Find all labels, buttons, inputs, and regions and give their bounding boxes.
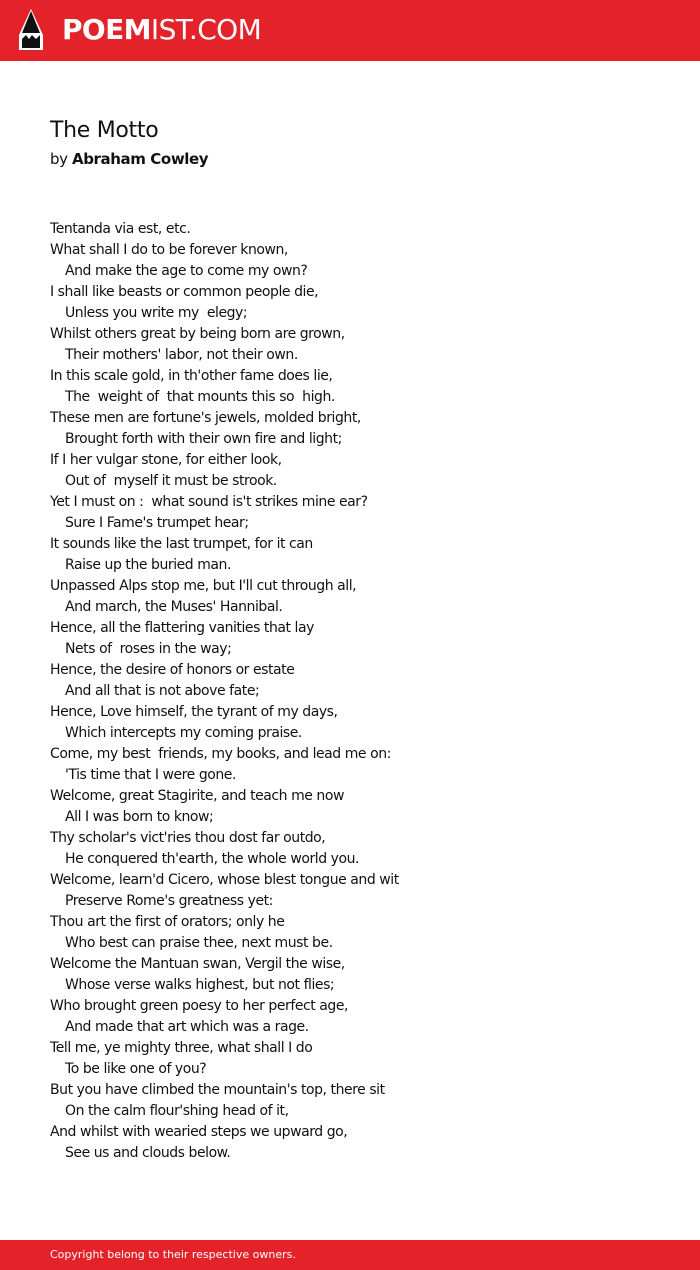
site-header <box>0 0 700 61</box>
poem-line: To be like one of you? <box>65 1061 207 1077</box>
pencil-tip-icon[interactable] <box>17 8 45 52</box>
poem-line: Welcome the Mantuan swan, Vergil the wise, <box>50 956 345 972</box>
poem-line: Hence, Love himself, the tyrant of my days, <box>50 704 338 720</box>
poem-line: Thou art the first of orators; only he <box>50 914 285 930</box>
poem-line: All I was born to know; <box>65 809 214 825</box>
poem-line: The weight of that mounts this so high. <box>65 389 335 405</box>
poem-line: Sure I Fame's trumpet hear; <box>65 515 249 531</box>
poem-line: Who best can praise thee, next must be. <box>65 935 333 951</box>
poem-line: But you have climbed the mountain's top, there sit <box>50 1082 385 1098</box>
poem-line: These men are fortune's jewels, molded bright, <box>50 410 361 426</box>
poem-line: It sounds like the last trumpet, for it can <box>50 536 313 552</box>
poem-title: The Motto <box>50 118 159 143</box>
author-link[interactable]: Abraham Cowley <box>71 150 209 168</box>
by-label: by <box>50 150 68 168</box>
poem-line: And whilst with wearied steps we upward go, <box>50 1124 348 1140</box>
poem-line: Unless you write my elegy; <box>65 305 248 321</box>
poem-line: Out of myself it must be strook. <box>65 473 277 489</box>
poem-line: Whilst others great by being born are grown, <box>50 326 345 342</box>
poem-line: 'Tis time that I were gone. <box>65 767 236 783</box>
poem-line: Their mothers' labor, not their own. <box>65 347 298 363</box>
logo-text-light: IST.COM <box>150 13 262 46</box>
poem-line: And all that is not above fate; <box>65 683 260 699</box>
poem-line: He conquered th'earth, the whole world you. <box>65 851 360 867</box>
poem-line: Nets of roses in the way; <box>65 641 232 657</box>
poem-line: Preserve Rome's greatness yet: <box>65 893 273 909</box>
poem-line: Welcome, great Stagirite, and teach me now <box>50 788 344 804</box>
copyright-text: Copyright belong to their respective owners. <box>50 1248 296 1261</box>
poem-line: Whose verse walks highest, but not flies; <box>65 977 335 993</box>
poem-line: See us and clouds below. <box>65 1145 231 1161</box>
poem-line: Welcome, learn'd Cicero, whose blest tongue and wit <box>50 872 399 888</box>
poem-line: Hence, all the flattering vanities that lay <box>50 620 314 636</box>
poem-line: On the calm flour'shing head of it, <box>65 1103 289 1119</box>
poem-line: Come, my best friends, my books, and lead me on: <box>50 746 391 762</box>
poem-line: Tentanda via est, etc. <box>50 221 191 237</box>
poem-line: And march, the Muses' Hannibal. <box>65 599 283 615</box>
poem-line: Thy scholar's vict'ries thou dost far outdo, <box>50 830 326 846</box>
site-logo-link[interactable] <box>62 10 261 50</box>
poem-line: And made that art which was a rage. <box>65 1019 309 1035</box>
poem-body <box>50 219 670 1164</box>
poem-line: Yet I must on : what sound is't strikes mine ear? <box>50 494 368 510</box>
poem-line: Unpassed Alps stop me, but I'll cut through all, <box>50 578 357 594</box>
poem-line: Which intercepts my coming praise. <box>65 725 302 741</box>
poem-line: I shall like beasts or common people die, <box>50 284 319 300</box>
byline <box>50 149 208 169</box>
poem-line: What shall I do to be forever known, <box>50 242 288 258</box>
poem-line: Who brought green poesy to her perfect age, <box>50 998 348 1014</box>
poem-line: And make the age to come my own? <box>65 263 308 279</box>
logo-text-bold: POEM <box>62 13 151 46</box>
site-footer <box>0 1240 700 1270</box>
poem-line: Tell me, ye mighty three, what shall I do <box>50 1040 313 1056</box>
poem-line: Raise up the buried man. <box>65 557 231 573</box>
poem-line: Brought forth with their own fire and light; <box>65 431 342 447</box>
poem-line: In this scale gold, in th'other fame does lie, <box>50 368 333 384</box>
poem-line: Hence, the desire of honors or estate <box>50 662 295 678</box>
poem-line: If I her vulgar stone, for either look, <box>50 452 282 468</box>
